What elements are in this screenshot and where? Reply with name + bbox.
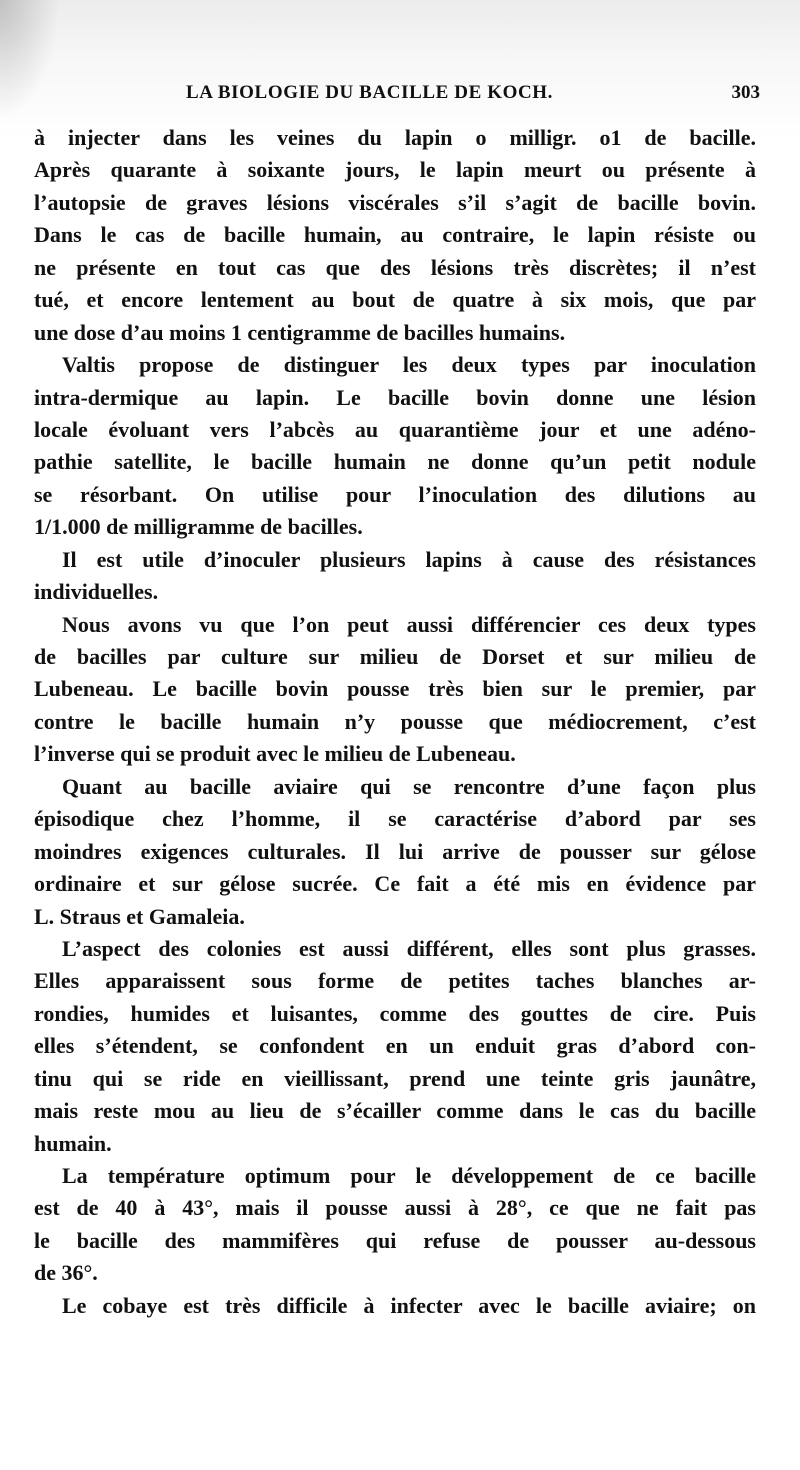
body-text [34, 122, 756, 1322]
text-line: de bacilles par culture sur milieu de Dorset et sur milieu de [34, 644, 756, 669]
text-line: Elles apparaissent sous forme de petites taches blanches ar- [34, 968, 756, 994]
text-line: se résorbant. On utilise pour l’inoculation des dilutions au [34, 481, 756, 507]
text-line: tué, et encore lentement au bout de quatre à six mois, que par [34, 287, 756, 313]
text-line: Le cobaye est très difficile à infecter avec le bacille aviaire; on [62, 1292, 756, 1318]
text-line: tinu qui se ride en vieillissant, prend une teinte gris jaunâtre, [34, 1065, 756, 1091]
text-line: contre le bacille humain n’y pousse que médiocrement, c’est [34, 708, 756, 734]
text-line: La température optimum pour le développement de ce bacille [62, 1163, 756, 1188]
page-number: 303 [731, 82, 760, 103]
text-line: ordinaire et sur gélose sucrée. Ce fait a été mis en évidence par [34, 871, 756, 897]
text-line: épisodique chez l’homme, il se caractérise d’abord par ses [34, 806, 756, 832]
page-header [36, 80, 766, 110]
text-line: intra-dermique au lapin. Le bacille bovin donne une lésion [34, 384, 756, 410]
text-line: de 36°. [34, 1260, 98, 1286]
text-line: locale évoluant vers l’abcès au quarantième jour et une adéno- [34, 416, 756, 442]
text-line: l’inverse qui se produit avec le milieu de Lubeneau. [34, 741, 516, 767]
text-line: L. Straus et Gamaleia. [34, 903, 245, 929]
text-line: ne présente en tout cas que des lésions très discrètes; il n’est [34, 254, 756, 280]
text-line: Il est utile d’inoculer plusieurs lapins à cause des résistances [62, 546, 756, 572]
text-line: Lubeneau. Le bacille bovin pousse très bien sur le premier, par [34, 676, 756, 702]
text-line: rondies, humides et luisantes, comme des gouttes de cire. Puis [34, 1000, 756, 1026]
text-line: l’autopsie de graves lésions viscérales s’il s’agit de bacille bovin. [34, 189, 756, 215]
text-line: Valtis propose de distinguer les deux types par inoculation [62, 352, 756, 378]
text-line: elles s’étendent, se confondent en un enduit gras d’abord con- [34, 1033, 756, 1059]
text-line: mais reste mou au lieu de s’écailler comme dans le cas du bacille [34, 1098, 756, 1124]
text-line: est de 40 à 43°, mais il pousse aussi à 28°, ce que ne fait pas [34, 1195, 756, 1221]
text-line: Nous avons vu que l’on peut aussi différencier ces deux types [62, 611, 756, 637]
text-line: pathie satellite, le bacille humain ne donne qu’un petit nodule [34, 449, 756, 475]
text-line: Après quarante à soixante jours, le lapin meurt ou présente à [34, 157, 756, 183]
running-title: LA BIOLOGIE DU BACILLE DE KOCH. [186, 82, 554, 103]
text-line: Quant au bacille aviaire qui se rencontre d’une façon plus [62, 773, 756, 799]
text-line: individuelles. [34, 579, 159, 605]
text-line: le bacille des mammifères qui refuse de pousser au-dessous [34, 1227, 756, 1253]
text-line: L’aspect des colonies est aussi différent, elles sont plus grasses. [62, 935, 756, 961]
text-line: moindres exigences culturales. Il lui arrive de pousser sur gélose [34, 838, 756, 864]
text-line: 1/1.000 de milligramme de bacilles. [34, 514, 363, 540]
text-line: humain. [34, 1130, 112, 1156]
text-line: à injecter dans les veines du lapin o milligr. o1 de bacille. [34, 125, 756, 150]
text-line: une dose d’au moins 1 centigramme de bacilles humains. [34, 319, 566, 345]
text-line: Dans le cas de bacille humain, au contraire, le lapin résiste ou [34, 222, 756, 248]
